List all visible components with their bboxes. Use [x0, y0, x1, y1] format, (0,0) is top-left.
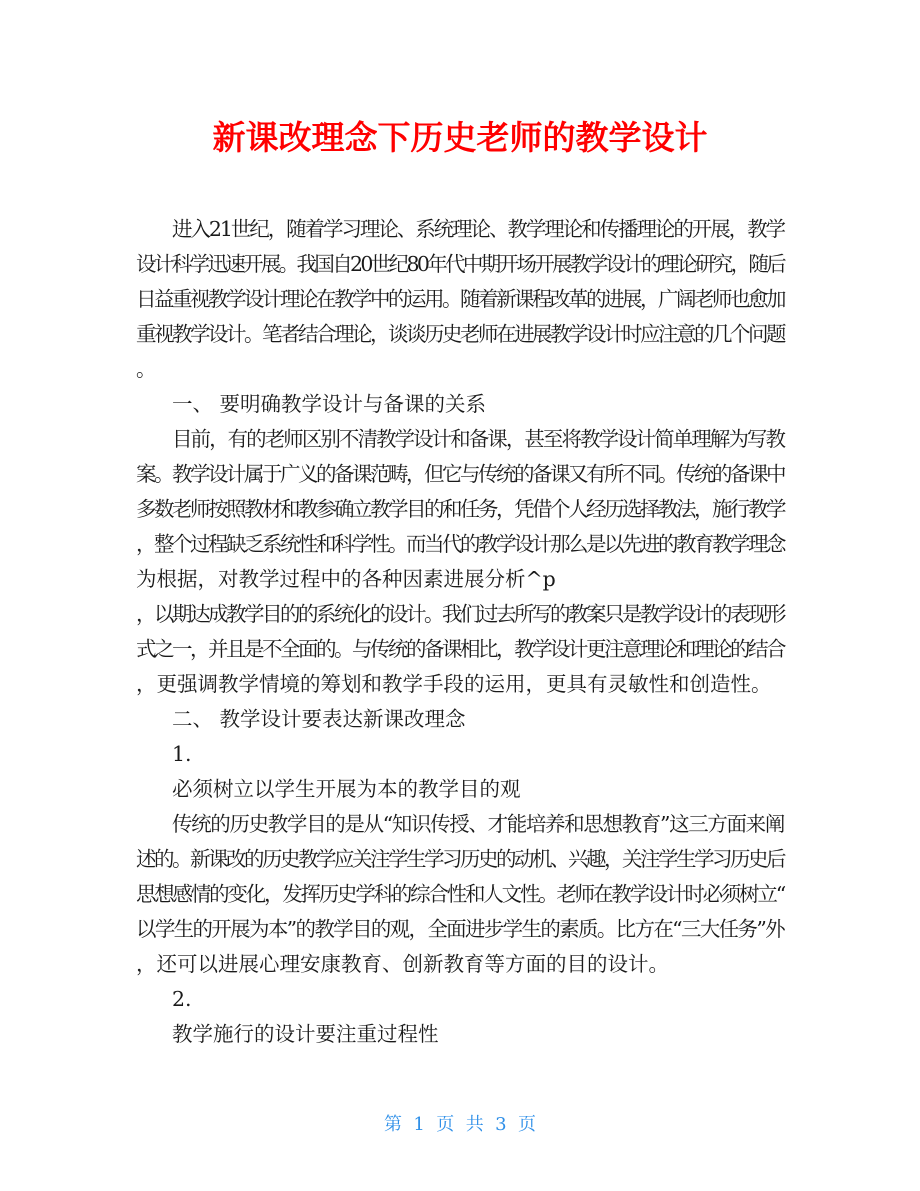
- body-line: ，更强调教学情境的筹划和教学手段的运用，更具有灵敏性和创造性。: [136, 672, 772, 696]
- body-line: 目前，有的老师区别不清教学设计和备课，甚至将教学设计简单理解为写教: [172, 427, 784, 451]
- body-line: ，还可以进展心理安康教育、创新教育等方面的目的设计。: [136, 952, 669, 976]
- item-heading: 必须树立以学生开展为本的教学目的观: [172, 777, 521, 801]
- intro-line: 日益重视教学设计理论在教学中的运用。随着新课程改革的进展，广阔老师也愈加: [136, 287, 784, 311]
- page-number: 第 1 页 共 3 页: [383, 1114, 537, 1135]
- body-line: ，整个过程缺乏系统性和科学性。而当代的教学设计那么是以先进的教育教学理念: [136, 532, 784, 556]
- section-heading: 二、 教学设计要表达新课改理念: [172, 707, 466, 731]
- section-heading: 一、 要明确教学设计与备课的关系: [172, 392, 487, 416]
- body-line: 式之一，并且是不全面的。与传统的备课相比，教学设计更注意理论和理论的结合: [136, 637, 784, 661]
- body-line: 思想感情的变化，发挥历史学科的综合性和人文性。老师在教学设计时必须树立“: [136, 882, 784, 906]
- intro-line: 进入21世纪，随着学习理论、系统理论、教学理论和传播理论的开展，教学: [172, 217, 784, 241]
- intro-line: 。: [136, 357, 157, 381]
- document-title: 新课改理念下历史老师的教学设计: [212, 118, 708, 157]
- item-number: 2.: [172, 987, 192, 1011]
- document-body: [136, 212, 784, 1052]
- body-line: 多数老师按照教材和教参确立教学目的和任务，凭借个人经历选择教法，施行教学: [136, 497, 784, 521]
- item-number: 1.: [172, 742, 192, 766]
- body-line: 述的。新课改的历史教学应关注学生学习历史的动机、兴趣，关注学生学习历史后: [136, 847, 784, 871]
- body-line: 传统的历史教学目的是从“知识传授、才能培养和思想教育”这三方面来阐: [172, 812, 784, 836]
- body-line: ，以期达成教学目的的系统化的设计。我们过去所写的教案只是教学设计的表现形: [136, 602, 784, 626]
- body-line: 以学生的开展为本”的教学目的观，全面进步学生的素质。比方在“三大任务”外: [136, 917, 784, 941]
- body-line: 为根据，对教学过程中的各种因素进展分析^p: [136, 567, 556, 591]
- intro-line: 重视教学设计。笔者结合理论，谈谈历史老师在进展教学设计时应注意的几个问题: [136, 322, 784, 346]
- body-line: 案。教学设计属于广义的备课范畴，但它与传统的备课又有所不同。传统的备课中: [136, 462, 784, 486]
- intro-line: 设计科学迅速开展。我国自20世纪80年代中期开场开展教学设计的理论研究，随后: [136, 252, 784, 276]
- item-heading: 教学施行的设计要注重过程性: [172, 1022, 439, 1046]
